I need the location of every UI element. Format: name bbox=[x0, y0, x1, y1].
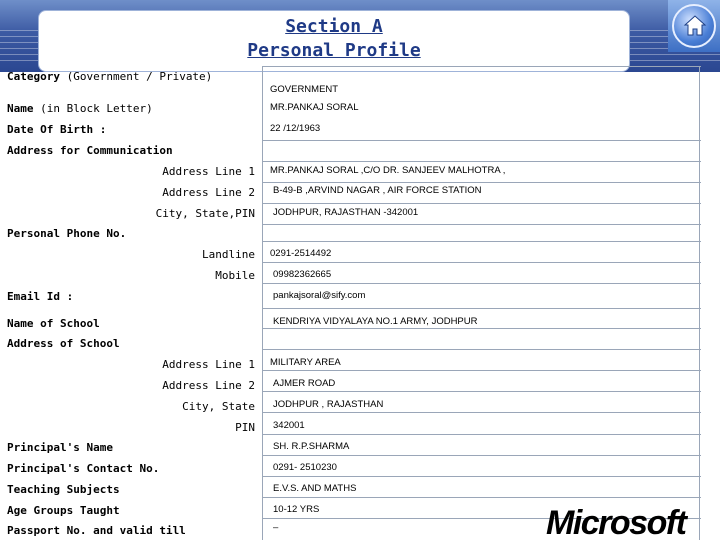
email-value: pankajsoral@sify.com bbox=[273, 290, 366, 301]
principal-contact-label: Principal's Contact No. bbox=[7, 462, 160, 475]
landline-label: Landline bbox=[202, 248, 255, 261]
microsoft-logo: Microsoft bbox=[546, 504, 686, 540]
school-line2-label: Address Line 2 bbox=[162, 379, 255, 392]
passport-value: – bbox=[273, 522, 279, 533]
pin-label: PIN bbox=[235, 421, 255, 434]
comm-line2-label: Address Line 2 bbox=[162, 186, 255, 199]
email-label: Email Id : bbox=[7, 290, 74, 303]
principal-name-label: Principal's Name bbox=[7, 441, 113, 454]
dob-label: Date Of Birth : bbox=[7, 123, 107, 136]
pin-value: 342001 bbox=[273, 420, 305, 431]
section-title: Section A bbox=[285, 16, 383, 37]
category-label: Category (Government / Private) bbox=[7, 70, 213, 83]
school-name-value: KENDRIYA VIDYALAYA NO.1 ARMY, JODHPUR bbox=[273, 316, 478, 327]
school-line2-value: AJMER ROAD bbox=[273, 378, 336, 389]
passport-label: Passport No. and valid till bbox=[7, 524, 186, 537]
dob-value: 22 /12/1963 bbox=[270, 123, 321, 134]
category-value: GOVERNMENT bbox=[270, 84, 339, 95]
principal-name-value: SH. R.P.SHARMA bbox=[273, 441, 350, 452]
comm-line1-label: Address Line 1 bbox=[162, 165, 255, 178]
mobile-label: Mobile bbox=[215, 269, 255, 282]
school-city-label: City, State bbox=[182, 400, 255, 413]
school-city-value: JODHPUR , RAJASTHAN bbox=[273, 399, 384, 410]
comm-city-label: City, State,PIN bbox=[155, 207, 255, 220]
comm-line2-value: B-49-B ,ARVIND NAGAR , AIR FORCE STATION bbox=[273, 185, 482, 196]
comm-city-value: JODHPUR, RAJASTHAN -342001 bbox=[273, 207, 419, 218]
mobile-value: 09982362665 bbox=[273, 269, 332, 280]
section-subtitle: Personal Profile bbox=[247, 40, 421, 61]
school-line1-label: Address Line 1 bbox=[162, 358, 255, 371]
comm-line1-value: MR.PANKAJ SORAL ,C/O DR. SANJEEV MALHOTRA , bbox=[270, 165, 506, 176]
school-name-label: Name of School bbox=[7, 317, 100, 330]
principal-contact-value: 0291- 2510230 bbox=[273, 462, 337, 473]
age-groups-label: Age Groups Taught bbox=[7, 504, 120, 517]
school-address-heading: Address of School bbox=[7, 337, 120, 350]
name-label: Name (in Block Letter) bbox=[7, 102, 153, 115]
subjects-label: Teaching Subjects bbox=[7, 483, 120, 496]
subjects-value: E.V.S. AND MATHS bbox=[273, 483, 357, 494]
age-groups-value: 10-12 YRS bbox=[273, 504, 320, 515]
home-icon bbox=[683, 14, 707, 38]
landline-value: 0291-2514492 bbox=[270, 248, 332, 259]
name-value: MR.PANKAJ SORAL bbox=[270, 102, 359, 113]
home-button[interactable] bbox=[672, 4, 716, 48]
school-line1-value: MILITARY AREA bbox=[270, 357, 341, 368]
comm-address-heading: Address for Communication bbox=[7, 144, 173, 157]
phone-heading: Personal Phone No. bbox=[7, 227, 127, 240]
